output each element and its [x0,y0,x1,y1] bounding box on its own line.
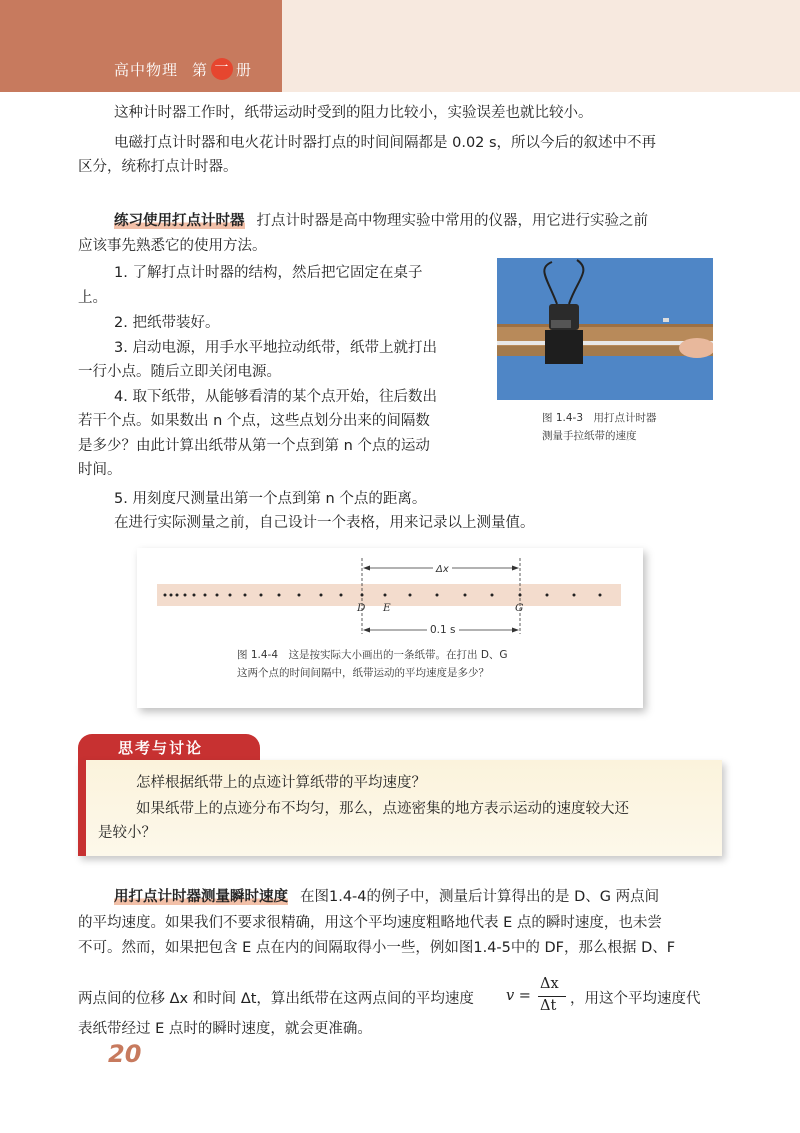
subject-label: 高中物理 [114,60,179,79]
time-label: 0.1 s [427,622,459,639]
tape-dot [436,594,439,597]
formula-denominator: Δt [540,998,557,1014]
point-e-label: E [383,602,391,614]
step-4-line-4: 时间。 [78,462,122,478]
step-2: 2. 把纸带装好。 [114,315,220,331]
think-line-1: 怎样根据纸带上的点迹计算纸带的平均速度？ [136,775,426,791]
tape-dot [519,594,522,597]
instant-line-1-text: 在图1.4-4的例子中，测量后计算得出的是 D、G 两点间 [300,889,660,905]
formula-lhs: v = [506,988,531,1004]
tape-dot [164,594,167,597]
tape-dot [464,594,467,597]
book-prefix: 第 [192,60,209,79]
think-line-3: 是较小？ [98,825,156,841]
tape-dot [361,594,364,597]
figure-1-4-3-caption-line-1: 图 1.4-3 用打点计时器 [542,412,657,424]
practice-paragraph-line-2: 应该事先熟悉它的使用方法。 [78,238,267,254]
instant-line-3: 不可。然而，如果把包含 E 点在内的间隔取得小一些，例如图1.4-5中的 DF，那么根据 D、F [78,940,676,956]
time-arrowhead-right [512,628,519,633]
practice-heading: 练习使用打点计时器 [114,213,245,229]
tape-dot [546,594,549,597]
step-1-line-2: 上。 [78,290,107,306]
instant-paragraph-line-1 [114,886,659,908]
point-g-label: G [515,602,524,614]
timer-photo [497,258,713,400]
tape-dot [216,594,219,597]
instant-heading: 用打点计时器测量瞬时速度 [114,889,288,905]
volume-badge: 一 [211,58,233,80]
table-instruction: 在进行实际测量之前，自己设计一个表格，用来记录以上测量值。 [114,515,535,531]
instant-line-4-post: ，用这个平均速度代 [570,991,701,1007]
tape-diagram [137,548,643,648]
time-arrowhead-left [363,628,370,633]
delta-x-arrowhead-left [363,566,370,571]
page-header [0,0,800,92]
delta-x-arrowhead-right [512,566,519,571]
tape-dot [278,594,281,597]
intro-line-1: 这种计时器工作时，纸带运动时受到的阻力比较小，实验误差也就比较小。 [114,105,593,121]
tape-dot [184,594,187,597]
instant-line-5: 表纸带经过 E 点时的瞬时速度，就会更准确。 [78,1021,372,1037]
tape-dot [244,594,247,597]
tape-dot [193,594,196,597]
instant-line-4-pre: 两点间的位移 Δx 和时间 Δt，算出纸带在这两点间的平均速度 [78,991,474,1007]
intro-line-3: 区分，统称打点计时器。 [78,159,238,175]
tape-dot [170,594,173,597]
think-discuss-tab: 思考与讨论 [78,734,260,762]
header-title [114,58,252,80]
figure-1-4-4-caption-line-1: 图 1.4-4 这是按实际大小画出的一条纸带。在打出 D、G [237,649,508,661]
tape-dot [204,594,207,597]
page-number: 20 [108,1040,142,1068]
step-1-line-1: 1. 了解打点计时器的结构，然后把它固定在桌子 [114,265,423,281]
step-4-line-3: 是多少？由此计算出纸带从第一个点到第 n 个点的运动 [78,438,430,454]
tape-dot [573,594,576,597]
timer-photo-illustration [497,258,713,400]
practice-paragraph-line-1 [114,210,648,232]
practice-intro-text: 打点计时器是高中物理实验中常用的仪器，用它进行实验之前 [256,213,648,229]
tape-dot [229,594,232,597]
tape-dot [176,594,179,597]
step-3-line-2: 一行小点。随后立即关闭电源。 [78,364,281,380]
formula-numerator: Δx [540,976,559,992]
step-5: 5. 用刻度尺测量出第一个点到第 n 个点的距离。 [114,491,427,507]
tape-dot [298,594,301,597]
step-4-line-1: 4. 取下纸带，从能够看清的某个点开始，往后数出 [114,389,437,405]
point-d-label: D [357,602,366,614]
tape-dot [260,594,263,597]
tape-dot [384,594,387,597]
tape-dot [491,594,494,597]
formula-fraction-bar [538,996,566,997]
tape-dot [409,594,412,597]
book-suffix: 册 [236,60,253,79]
think-line-2: 如果纸带上的点迹分布不均匀，那么，点迹密集的地方表示运动的速度较大还 [136,801,629,817]
figure-1-4-3-caption-line-2: 测量手拉纸带的速度 [542,430,637,442]
think-discuss-box [78,760,722,856]
tape-dot [599,594,602,597]
delta-x-label: Δx [433,561,452,578]
instant-line-2: 的平均速度。如果我们不要求很精确，用这个平均速度粗略地代表 E 点的瞬时速度，也未尝 [78,915,662,931]
tape-figure [137,548,643,708]
step-4-line-2: 若干个点。如果数出 n 个点，这些点划分出来的间隔数 [78,413,430,429]
tape-dot [340,594,343,597]
step-3-line-1: 3. 启动电源，用手水平地拉动纸带，纸带上就打出 [114,340,437,356]
intro-line-2: 电磁打点计时器和电火花计时器打点的时间间隔都是 0.02 s，所以今后的叙述中不再 [114,135,657,151]
tape-dot [320,594,323,597]
figure-1-4-4-caption-line-2: 这两个点的时间间隔中，纸带运动的平均速度是多少？ [237,667,489,679]
